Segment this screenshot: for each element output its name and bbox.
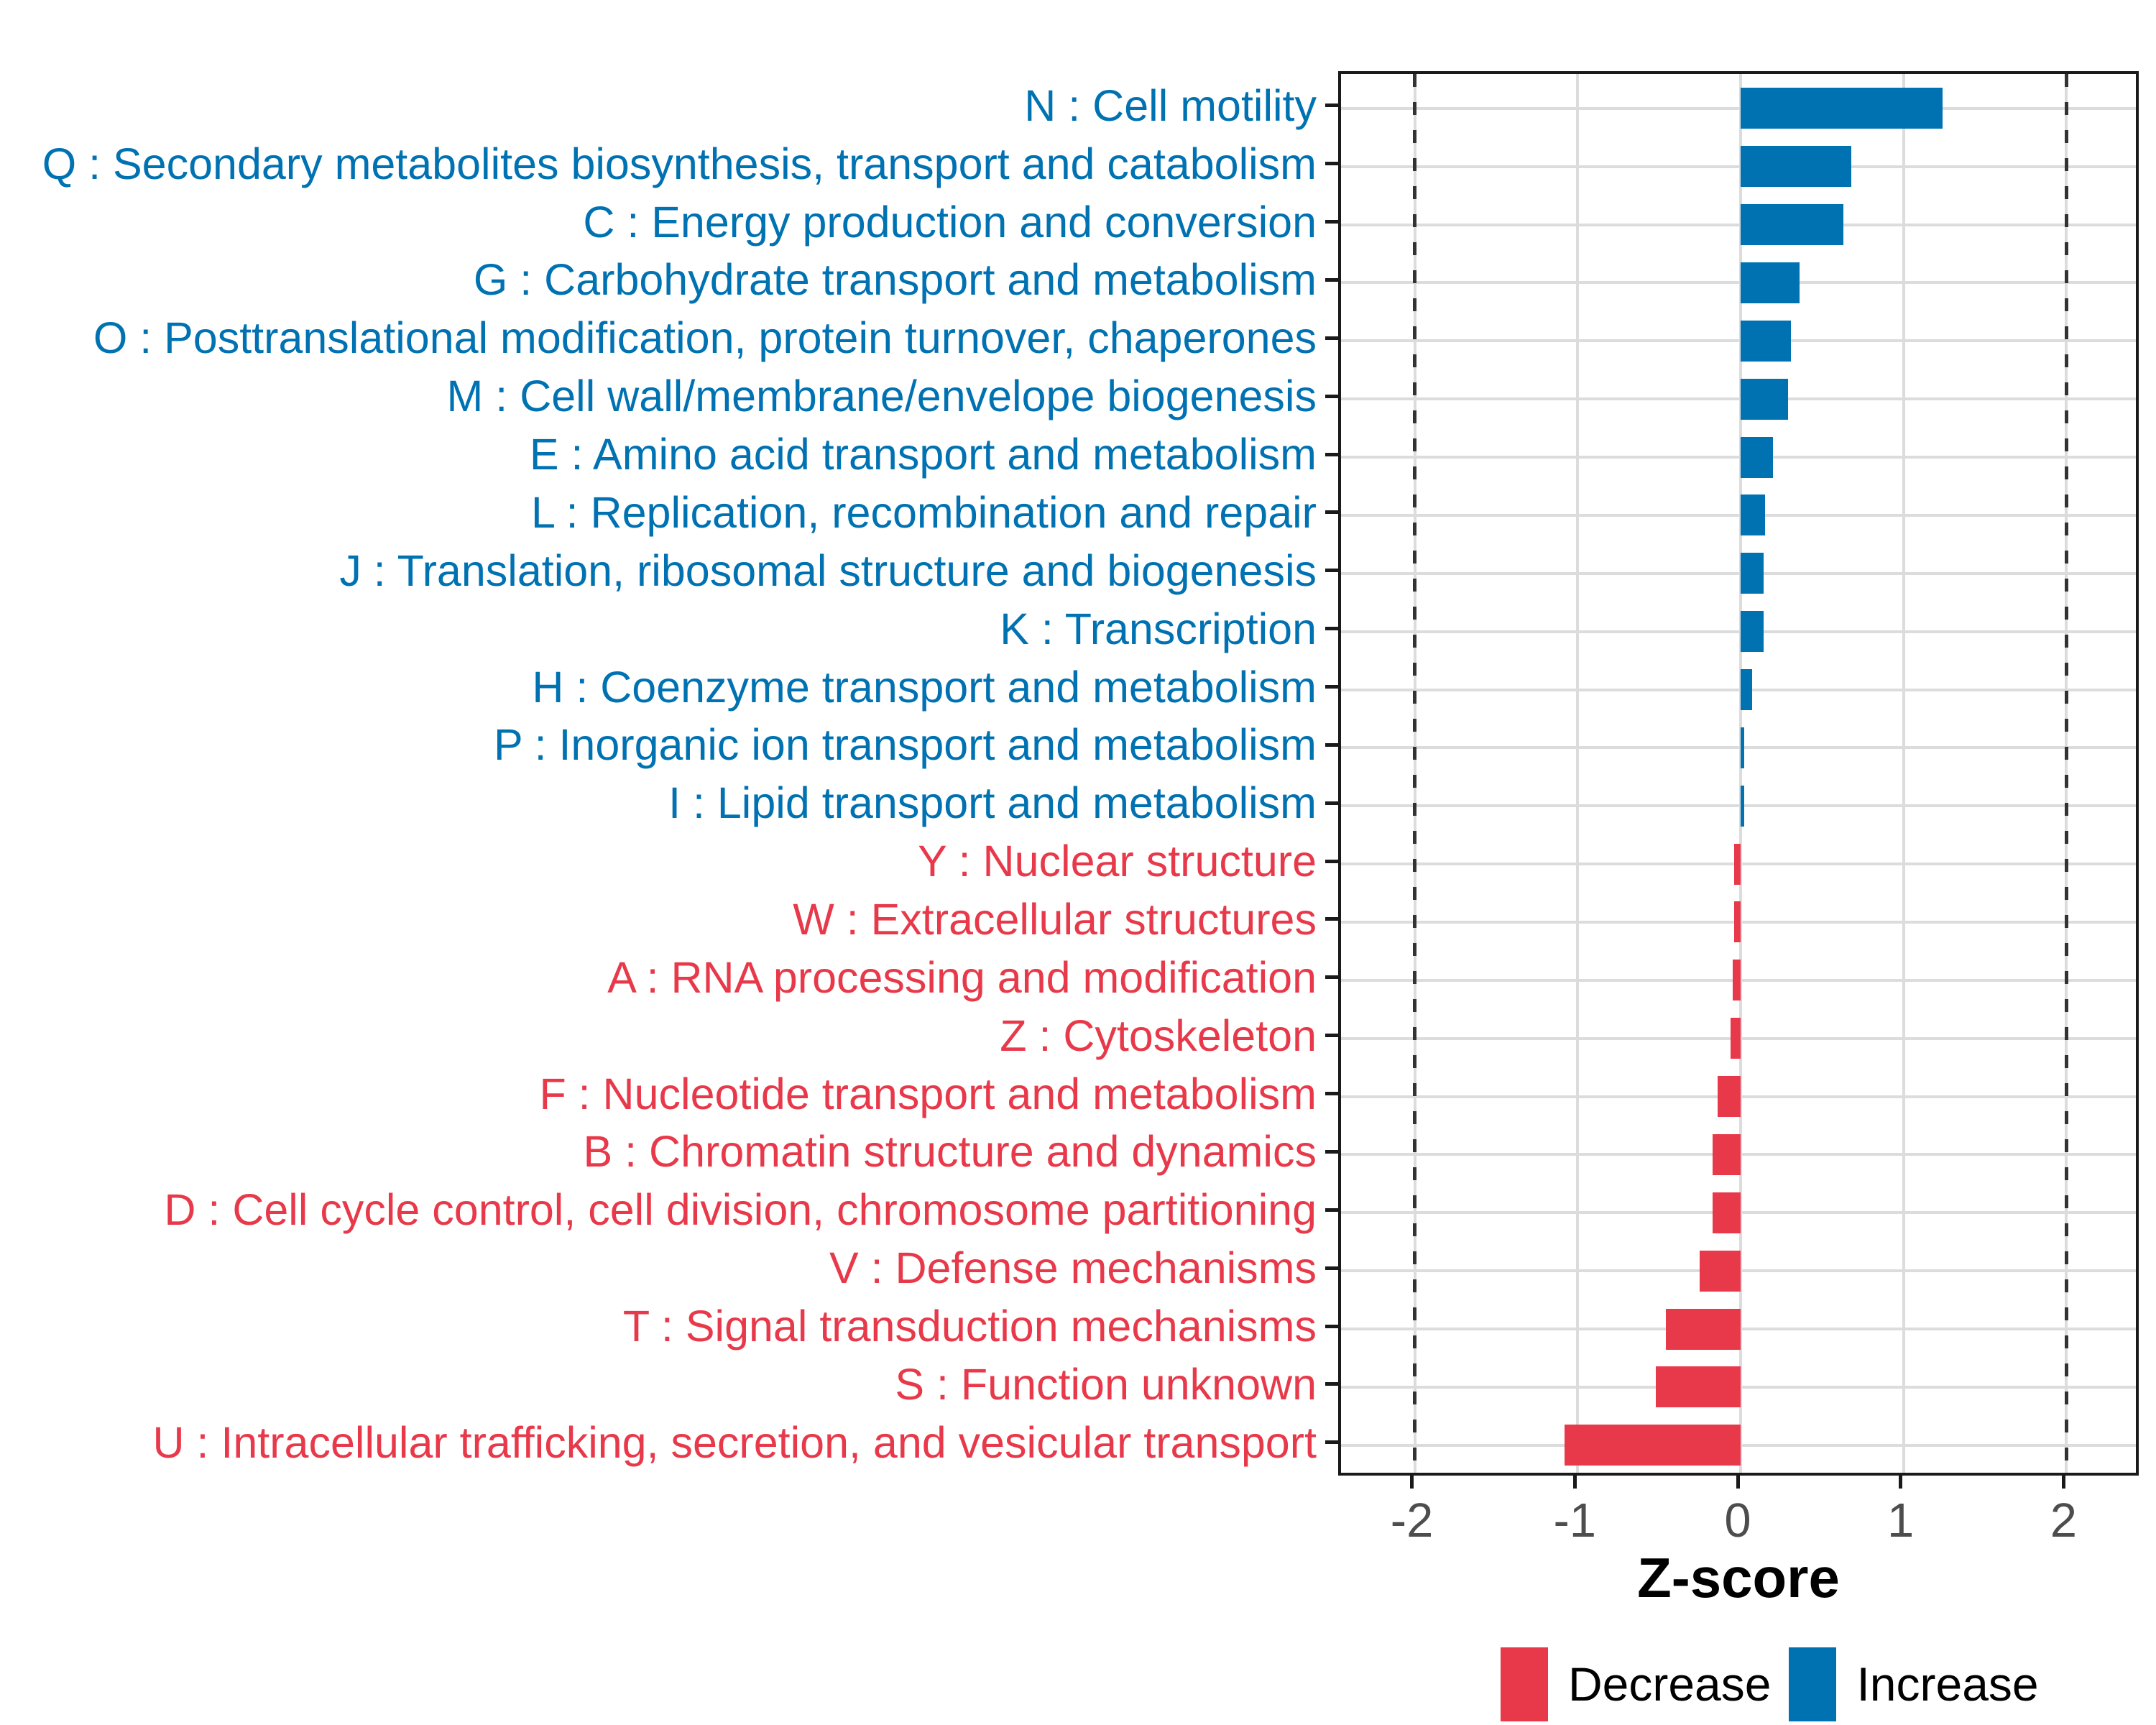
y-axis-tick — [1325, 1034, 1338, 1037]
category-label: E : Amino acid transport and metabolism — [529, 430, 1317, 479]
horizontal-gridline — [1341, 281, 2136, 284]
y-axis-tick — [1325, 569, 1338, 572]
bar-A — [1733, 960, 1741, 1000]
bar-Z — [1731, 1018, 1741, 1059]
horizontal-gridline — [1341, 514, 2136, 517]
legend — [1501, 1647, 2039, 1721]
y-axis-tick — [1325, 1266, 1338, 1270]
y-axis-tick — [1325, 220, 1338, 224]
bar-N — [1741, 88, 1943, 129]
horizontal-gridline — [1341, 630, 2136, 633]
bar-T — [1666, 1309, 1741, 1350]
bar-K — [1741, 611, 1764, 652]
bar-C — [1741, 204, 1843, 245]
category-label: V : Defense mechanisms — [829, 1243, 1317, 1293]
category-label: S : Function unknown — [895, 1359, 1317, 1409]
horizontal-gridline — [1341, 397, 2136, 400]
x-axis-title: Z-score — [1637, 1546, 1840, 1609]
category-label: P : Inorganic ion transport and metabolism — [494, 720, 1317, 770]
category-label: U : Intracellular trafficking, secretion, and vesicular transport — [152, 1417, 1317, 1467]
y-axis-tick — [1325, 685, 1338, 689]
x-axis-tick — [1410, 1476, 1414, 1489]
bar-I — [1741, 786, 1744, 827]
bar-V — [1700, 1251, 1741, 1292]
y-axis-tick — [1325, 975, 1338, 979]
legend-key-increase — [1789, 1647, 1836, 1721]
bar-E — [1741, 437, 1773, 478]
category-label: B : Chromatin structure and dynamics — [583, 1127, 1317, 1177]
horizontal-gridline — [1341, 456, 2136, 459]
x-axis-tick — [1736, 1476, 1740, 1489]
bar-W — [1734, 901, 1741, 942]
x-axis-tick — [1573, 1476, 1577, 1489]
category-label: O : Posttranslational modification, protein turnover, chaperones — [93, 313, 1317, 363]
y-axis-tick — [1325, 1092, 1338, 1095]
y-axis-tick — [1325, 510, 1338, 514]
y-axis-tick — [1325, 1440, 1338, 1444]
category-label: C : Energy production and conversion — [583, 197, 1317, 247]
y-axis-tick — [1325, 278, 1338, 282]
horizontal-gridline — [1341, 572, 2136, 575]
bar-Y — [1734, 844, 1741, 885]
y-axis-tick — [1325, 395, 1338, 398]
x-axis-tick — [2062, 1476, 2065, 1489]
bar-J — [1741, 553, 1764, 594]
bar-H — [1741, 669, 1752, 710]
y-axis-tick — [1325, 104, 1338, 107]
bar-M — [1741, 379, 1788, 420]
y-axis-tick — [1325, 1325, 1338, 1328]
y-axis-tick — [1325, 162, 1338, 165]
bar-O — [1741, 321, 1791, 362]
bar-L — [1741, 494, 1765, 535]
legend-key-decrease — [1501, 1647, 1548, 1721]
category-label: K : Transcription — [1000, 604, 1317, 653]
category-label: W : Extracellular structures — [793, 894, 1317, 944]
category-label: A : RNA processing and modification — [607, 952, 1317, 1002]
y-axis-tick — [1325, 627, 1338, 630]
y-axis-tick — [1325, 453, 1338, 456]
y-axis-tick — [1325, 336, 1338, 340]
category-label: T : Signal transduction mechanisms — [622, 1302, 1317, 1351]
x-axis-tick-label: 1 — [1887, 1494, 1915, 1547]
legend-label-increase: Increase — [1856, 1657, 2039, 1711]
bar-S — [1656, 1366, 1741, 1407]
bar-B — [1713, 1134, 1741, 1175]
category-label: J : Translation, ribosomal structure and biogenesis — [339, 546, 1317, 595]
category-label: H : Coenzyme transport and metabolism — [532, 662, 1317, 712]
bar-P — [1741, 727, 1744, 768]
bar-Q — [1741, 146, 1851, 187]
y-axis-tick — [1325, 1150, 1338, 1154]
x-axis-tick-label: 0 — [1724, 1494, 1751, 1547]
x-axis-tick — [1899, 1476, 1902, 1489]
category-label: I : Lipid transport and metabolism — [668, 778, 1317, 828]
category-label: Z : Cytoskeleton — [1000, 1011, 1317, 1060]
y-axis-tick — [1325, 1208, 1338, 1212]
x-axis-tick-label: -2 — [1390, 1494, 1434, 1547]
horizontal-gridline — [1341, 689, 2136, 691]
horizontal-gridline — [1341, 224, 2136, 226]
y-axis-tick — [1325, 860, 1338, 863]
category-label: G : Carbohydrate transport and metabolism — [473, 255, 1317, 305]
horizontal-gridline — [1341, 165, 2136, 168]
legend-label-decrease: Decrease — [1568, 1657, 1772, 1711]
y-axis-tick — [1325, 743, 1338, 747]
category-label: N : Cell motility — [1024, 80, 1317, 130]
plot-panel — [1338, 71, 2139, 1476]
bar-G — [1741, 262, 1800, 303]
bar-U — [1565, 1425, 1741, 1466]
x-axis-tick-label: -1 — [1553, 1494, 1597, 1547]
x-axis-tick-label: 2 — [2050, 1494, 2078, 1547]
horizontal-gridline — [1341, 107, 2136, 110]
dashed-reference-line — [1413, 74, 1416, 1473]
horizontal-gridline — [1341, 746, 2136, 749]
category-label: D : Cell cycle control, cell division, chromosome partitioning — [164, 1185, 1317, 1235]
horizontal-gridline — [1341, 339, 2136, 342]
bar-F — [1718, 1076, 1741, 1117]
category-label: Y : Nuclear structure — [918, 837, 1317, 886]
dashed-reference-line — [2065, 74, 2068, 1473]
category-label: F : Nucleotide transport and metabolism — [539, 1069, 1317, 1118]
category-label: M : Cell wall/membrane/envelope biogenesis — [446, 372, 1317, 421]
y-axis-tick — [1325, 801, 1338, 805]
category-label: Q : Secondary metabolites biosynthesis, transport and catabolism — [42, 139, 1317, 188]
bar-D — [1713, 1192, 1741, 1233]
y-axis-tick — [1325, 917, 1338, 921]
horizontal-gridline — [1341, 804, 2136, 807]
category-label: L : Replication, recombination and repair — [531, 487, 1317, 537]
y-axis-tick — [1325, 1382, 1338, 1386]
